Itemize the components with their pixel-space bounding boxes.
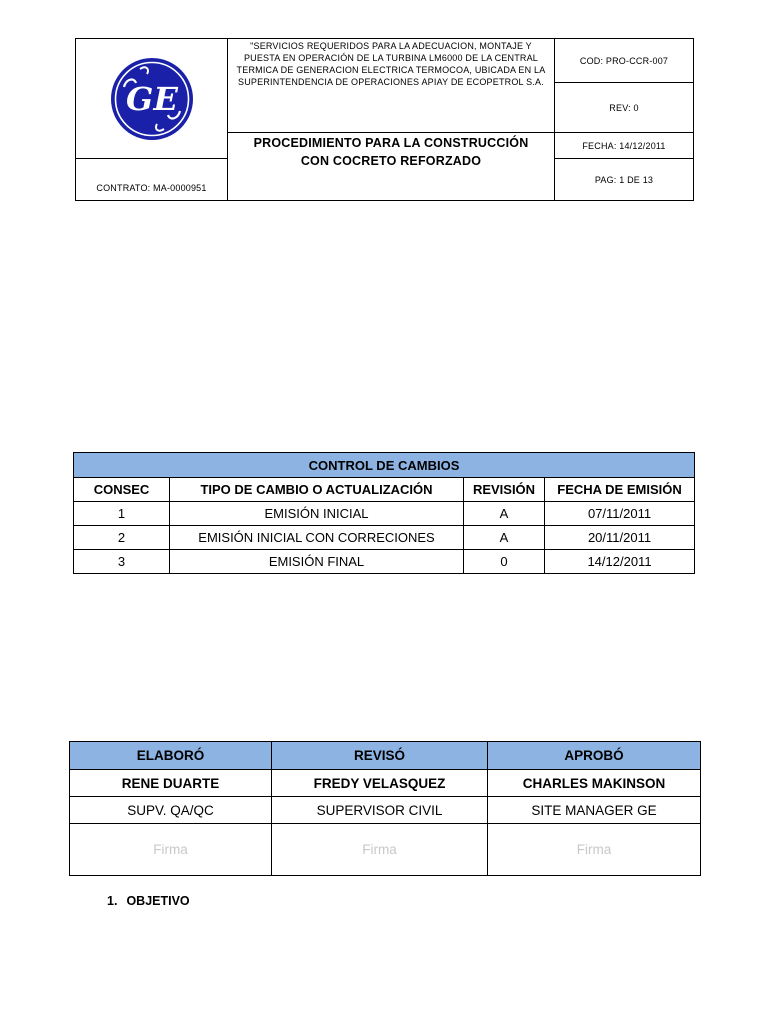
signature-roles-row (70, 797, 701, 824)
table-cell: 3 (74, 550, 170, 574)
logo-cell (76, 39, 228, 159)
procedure-title-line1: PROCEDIMIENTO PARA LA CONSTRUCCIÓN (253, 136, 529, 150)
document-header (75, 38, 694, 201)
column-header: FECHA DE EMISIÓN (545, 478, 695, 502)
reviso-name: FREDY VELASQUEZ (272, 770, 488, 797)
column-header: REVISIÓN (464, 478, 545, 502)
signature-header-row (70, 742, 701, 770)
table-cell: EMISIÓN FINAL (170, 550, 464, 574)
procedure-title-line2: CON COCRETO REFORZADO (300, 154, 482, 168)
table-cell: 14/12/2011 (545, 550, 695, 574)
elaboro-signature-field[interactable]: Firma (70, 824, 272, 876)
column-header: TIPO DE CAMBIO O ACTUALIZACIÓN (170, 478, 464, 502)
table-cell: A (464, 502, 545, 526)
document-code: COD: PRO-CCR-007 (555, 39, 694, 83)
aprobo-name: CHARLES MAKINSON (488, 770, 701, 797)
table-row (74, 502, 695, 526)
column-header: CONSEC (74, 478, 170, 502)
table-cell: EMISIÓN INICIAL CON CORRECIONES (170, 526, 464, 550)
signature-fields-row (70, 824, 701, 876)
change-control-table (73, 452, 695, 574)
table-cell: 07/11/2011 (545, 502, 695, 526)
table-cell: 1 (74, 502, 170, 526)
aprobo-header: APROBÓ (488, 742, 701, 770)
section-heading (107, 894, 190, 908)
elaboro-header: ELABORÓ (70, 742, 272, 770)
elaboro-role: SUPV. QA/QC (70, 797, 272, 824)
table-cell: EMISIÓN INICIAL (170, 502, 464, 526)
table-cell: 2 (74, 526, 170, 550)
ge-logo-icon (110, 57, 194, 141)
signature-names-row (70, 770, 701, 797)
issue-date: FECHA: 14/12/2011 (555, 133, 694, 159)
section-number: 1. (107, 894, 118, 908)
reviso-header: REVISÓ (272, 742, 488, 770)
contract-number: CONTRATO: MA-0000951 (76, 159, 228, 201)
table-header-row (74, 478, 695, 502)
revision-number: REV: 0 (555, 83, 694, 133)
table-cell: 0 (464, 550, 545, 574)
reviso-role: SUPERVISOR CIVIL (272, 797, 488, 824)
reviso-signature-field[interactable]: Firma (272, 824, 488, 876)
elaboro-name: RENE DUARTE (70, 770, 272, 797)
aprobo-signature-field[interactable]: Firma (488, 824, 701, 876)
signature-table (69, 741, 701, 876)
table-cell: A (464, 526, 545, 550)
section-title: OBJETIVO (126, 894, 190, 908)
table-row (74, 526, 695, 550)
change-control-title: CONTROL DE CAMBIOS (74, 453, 695, 478)
project-description: "SERVICIOS REQUERIDOS PARA LA ADECUACION, MONTAJE Y PUESTA EN OPERACIÓN DE LA TURBINA LM6000 DE LA CENTRAL TERMICA DE GENERACION ELECTRICA TERMOCOA, UBICADA EN LA SUPERINTENDENCIA DE OPERACIONES APIAY DE ECOPETROL S.A. (228, 39, 555, 133)
page-number: PAG: 1 DE 13 (555, 159, 694, 201)
logo-lettering: GE (125, 79, 178, 118)
table-row (74, 550, 695, 574)
aprobo-role: SITE MANAGER GE (488, 797, 701, 824)
procedure-title (228, 133, 555, 201)
table-cell: 20/11/2011 (545, 526, 695, 550)
